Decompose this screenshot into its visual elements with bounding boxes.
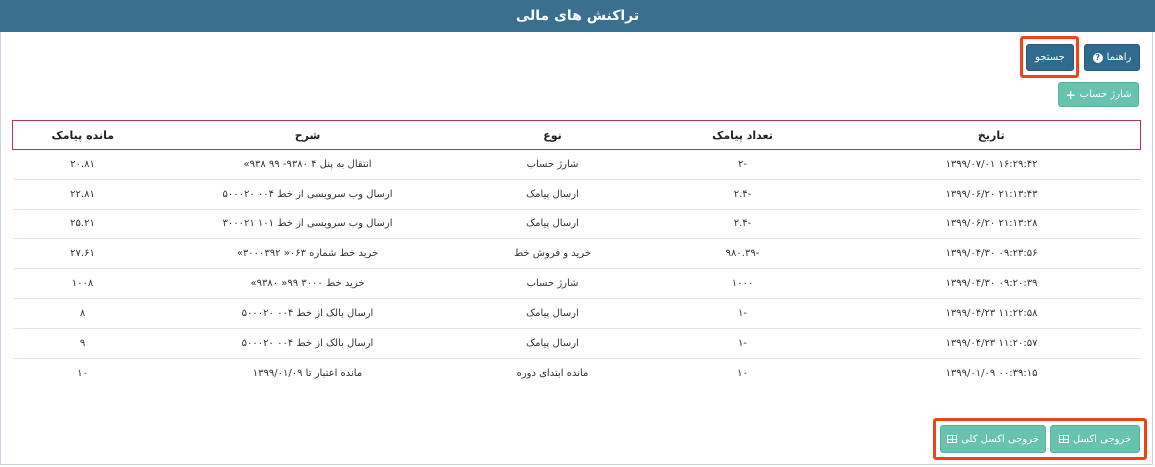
cell-date: ۰۹:۲۰:۳۹ ۱۳۹۹/۰۴/۳۰ — [843, 269, 1141, 299]
cell-remaining: ۹ — [13, 328, 153, 358]
cell-remaining: ۲۷.۶۱ — [13, 239, 153, 269]
cell-description: ارسال بالک از خط ۰۰۴ ۵۰۰۰۲۰ — [153, 298, 463, 328]
cell-remaining: ۲۰.۸۱ — [13, 150, 153, 180]
column-header-description[interactable]: شرح — [153, 121, 463, 150]
table-row — [13, 358, 1141, 388]
page-title: تراکنش های مالی — [0, 0, 1155, 32]
cell-remaining: ۲۵.۲۱ — [13, 209, 153, 239]
charge-account-label: شارژ حساب — [1079, 89, 1132, 100]
help-label: راهنما — [1106, 52, 1132, 63]
cell-type: شارژ حساب — [463, 150, 643, 180]
cell-sms-count: ۱۰ — [737, 367, 748, 379]
search-label: جستجو — [1035, 52, 1065, 63]
cell-type: شارژ حساب — [463, 269, 643, 299]
transactions-table — [12, 120, 1141, 388]
cell-date: ۱۱:۲۰:۵۷ ۱۳۹۹/۰۴/۲۳ — [843, 328, 1141, 358]
excel-export-button[interactable] — [1050, 425, 1140, 453]
cell-description: مانده اعتبار تا ۱۳۹۹/۰۱/۰۹ — [252, 367, 363, 379]
column-header-sms-count[interactable]: تعداد پیامک — [643, 121, 843, 150]
cell-sms-count: -۲.۴ — [643, 179, 843, 209]
table-row — [13, 298, 1141, 328]
table-icon — [1059, 435, 1069, 443]
column-header-date[interactable]: تاریخ — [843, 121, 1141, 150]
cell-date: ۰۹:۲۳:۵۶ ۱۳۹۹/۰۴/۳۰ — [843, 239, 1141, 269]
table-row — [13, 150, 1141, 180]
cell-description: خرید خط ۳۰۰۰ ۹۹« ۹۳۸۰» — [153, 269, 463, 299]
cell-description: انتقال به پنل ۴ ۹۳۸۰- ۹۹ ۹۳۸» — [153, 150, 463, 180]
plus-icon: + — [1065, 87, 1076, 102]
cell-type: مانده ابتدای دوره — [516, 367, 589, 379]
excel-export-all-label: خروجی اکسل کلی — [961, 433, 1039, 445]
cell-sms-count: -۱ — [643, 298, 843, 328]
cell-type: خرید و فروش خط — [463, 239, 643, 269]
table-row — [13, 328, 1141, 358]
cell-description: خرید خط شماره ۰۶۳« ۳۰۰۰۳۹۲» — [153, 239, 463, 269]
column-header-remaining[interactable]: مانده پیامک — [13, 121, 153, 150]
column-header-type[interactable]: نوع — [463, 121, 643, 150]
cell-sms-count: -۲.۴ — [643, 209, 843, 239]
table-row — [13, 269, 1141, 299]
help-button[interactable] — [1084, 44, 1140, 71]
table-header-row — [13, 121, 1141, 150]
cell-description: ارسال بالک از خط ۰۰۴ ۵۰۰۰۲۰ — [153, 328, 463, 358]
cell-type: ارسال پیامک — [463, 179, 643, 209]
cell-sms-count: -۲ — [643, 150, 843, 180]
cell-remaining: ۱۰۰۸ — [13, 269, 153, 299]
cell-type: ارسال پیامک — [463, 328, 643, 358]
excel-export-label: خروجی اکسل — [1072, 433, 1132, 445]
cell-type: ارسال پیامک — [463, 209, 643, 239]
cell-date: ۰۰:۳۹:۱۵ ۱۳۹۹/۰۱/۰۹ — [945, 367, 1038, 379]
cell-remaining: ۲۲.۸۱ — [13, 179, 153, 209]
cell-date: ۲۱:۱۳:۲۸ ۱۳۹۹/۰۶/۲۰ — [843, 209, 1141, 239]
excel-export-all-button[interactable] — [940, 425, 1046, 453]
cell-date: ۱۶:۲۹:۴۲ ۱۳۹۹/۰۷/۰۱ — [843, 150, 1141, 180]
table-row — [13, 209, 1141, 239]
table-row — [13, 179, 1141, 209]
cell-sms-count: -۹۸۰.۳۹ — [643, 239, 843, 269]
cell-remaining: ۱۰ — [77, 367, 88, 379]
cell-description: ارسال وب سرویسی از خط ۱۰۱ ۳۰۰۰۲۱ — [153, 209, 463, 239]
table-row — [13, 239, 1141, 269]
cell-type: ارسال پیامک — [463, 298, 643, 328]
cell-date: ۲۱:۱۳:۴۳ ۱۳۹۹/۰۶/۲۰ — [843, 179, 1141, 209]
cell-remaining: ۸ — [13, 298, 153, 328]
cell-date: ۱۱:۲۲:۵۸ ۱۳۹۹/۰۴/۲۳ — [843, 298, 1141, 328]
table-icon — [947, 435, 957, 443]
cell-sms-count: -۱ — [643, 328, 843, 358]
cell-sms-count: ۱۰۰۰ — [643, 269, 843, 299]
question-circle-icon: ? — [1093, 53, 1103, 63]
charge-account-button[interactable] — [1058, 82, 1139, 107]
cell-description: ارسال وب سرویسی از خط ۰۰۴ ۵۰۰۰۲۰ — [153, 179, 463, 209]
search-button[interactable] — [1026, 44, 1074, 71]
